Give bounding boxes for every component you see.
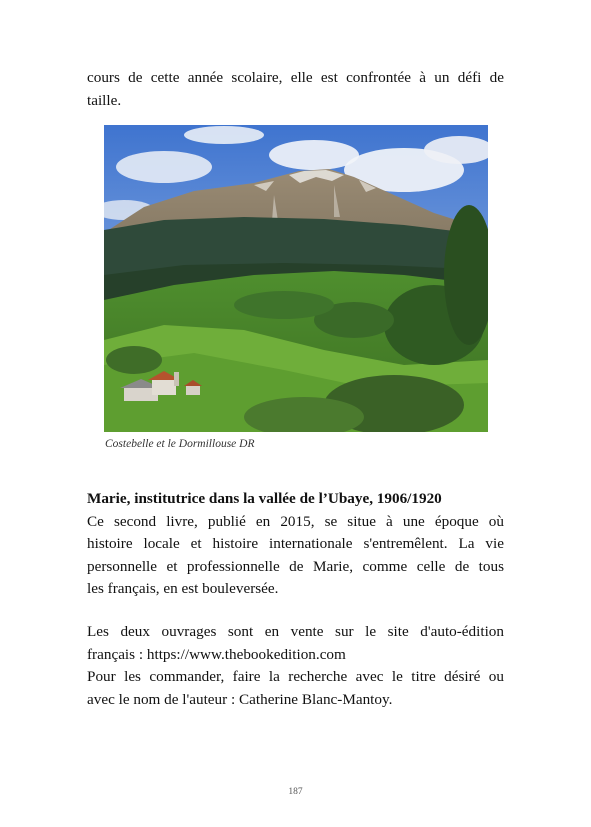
body-line: Ce second livre, publié en 2015, se situe à une époque où: [87, 512, 504, 530]
body-line: personnelle et professionnelle de Marie, comme celle de tous: [87, 557, 504, 575]
intro-line: taille.: [87, 91, 122, 109]
page-number: 187: [288, 787, 303, 797]
body-line: les français, en est bouleversée.: [87, 580, 279, 598]
section-heading: Marie, institutrice dans la vallée de l’Ubaye, 1906/1920: [87, 490, 442, 507]
body-line: Pour les commander, faire la recherche avec le titre désiré ou: [87, 668, 504, 686]
body-line: Les deux ouvrages sont en vente sur le site d'auto-édition: [87, 623, 504, 640]
book-section: [87, 488, 504, 601]
mountain-landscape-image: [104, 125, 488, 432]
photo-caption: Costebelle et le Dormillouse DR: [105, 438, 255, 450]
body-line: avec le nom de l'auteur : Catherine Blanc-Mantoy.: [87, 690, 393, 708]
intro-line: cours de cette année scolaire, elle est confrontée à un défi de: [87, 69, 504, 86]
availability-paragraph: [87, 621, 504, 711]
landscape-photo: [104, 125, 488, 432]
intro-paragraph: [87, 67, 504, 112]
body-line: histoire locale et histoire internationale s'entremêlent. La vie: [87, 535, 504, 553]
website-line: français : https://www.thebookedition.com: [87, 645, 346, 663]
